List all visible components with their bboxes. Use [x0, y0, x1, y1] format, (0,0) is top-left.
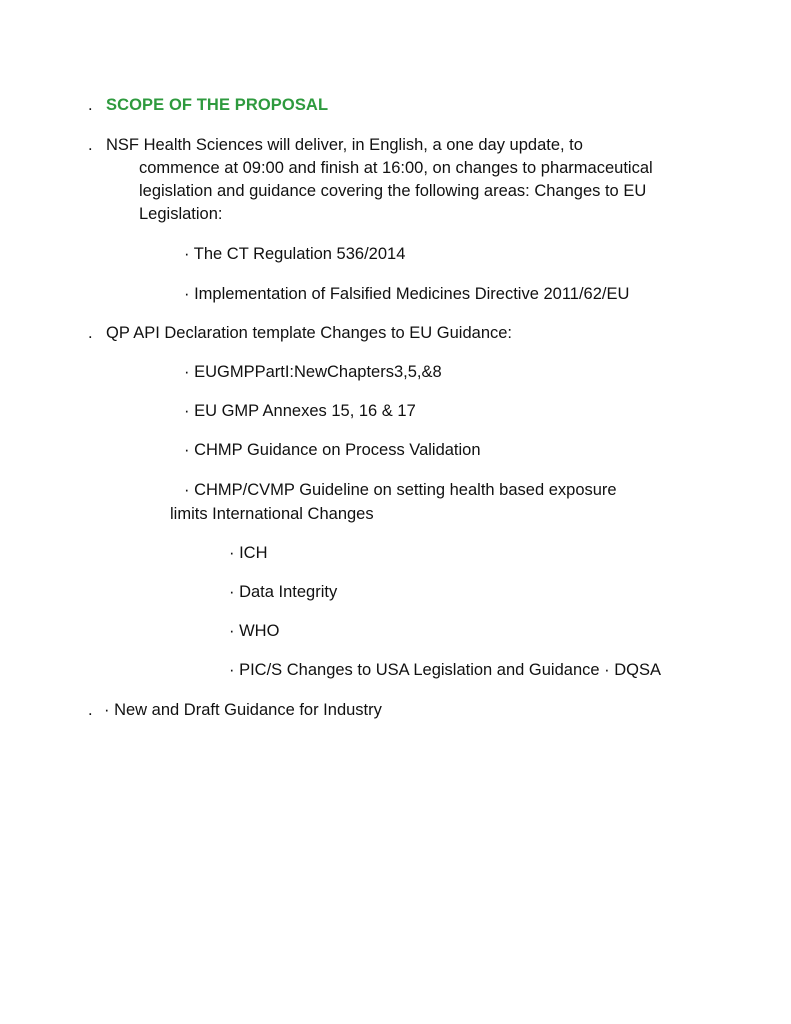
paragraph-line: commence at 09:00 and finish at 16:00, on changes to pharmaceutical: [139, 159, 653, 177]
section-heading: SCOPE OF THE PROPOSAL: [106, 96, 329, 114]
list-item: · The CT Regulation 536/2014: [184, 245, 406, 263]
paragraph-marker: .: [88, 136, 93, 154]
paragraph-marker: .: [88, 324, 93, 342]
list-item: · New and Draft Guidance for Industry: [104, 701, 382, 719]
list-item: · EUGMPPartI:NewChapters3,5,&8: [184, 363, 442, 381]
heading-marker: .: [88, 96, 93, 114]
sub-list-item: · WHO: [229, 622, 280, 640]
paragraph-line: legislation and guidance covering the following areas: Changes to EU: [139, 182, 647, 200]
sub-list-item: · Data Integrity: [229, 583, 338, 601]
list-item: · CHMP Guidance on Process Validation: [184, 441, 481, 459]
list-item: · CHMP/CVMP Guideline on setting health based exposure: [184, 481, 617, 499]
paragraph-marker: .: [88, 701, 93, 719]
paragraph-line: QP API Declaration template Changes to EU Guidance:: [106, 324, 513, 342]
list-item: · Implementation of Falsified Medicines Directive 2011/62/EU: [184, 285, 630, 303]
list-item: · EU GMP Annexes 15, 16 & 17: [184, 402, 416, 420]
sub-list-item: · PIC/S Changes to USA Legislation and Guidance · DQSA: [229, 661, 661, 679]
list-item-continuation: limits International Changes: [170, 505, 374, 523]
sub-list-item: · ICH: [229, 544, 268, 562]
paragraph-line: Legislation:: [139, 205, 223, 223]
paragraph-line: NSF Health Sciences will deliver, in English, a one day update, to: [106, 136, 583, 154]
